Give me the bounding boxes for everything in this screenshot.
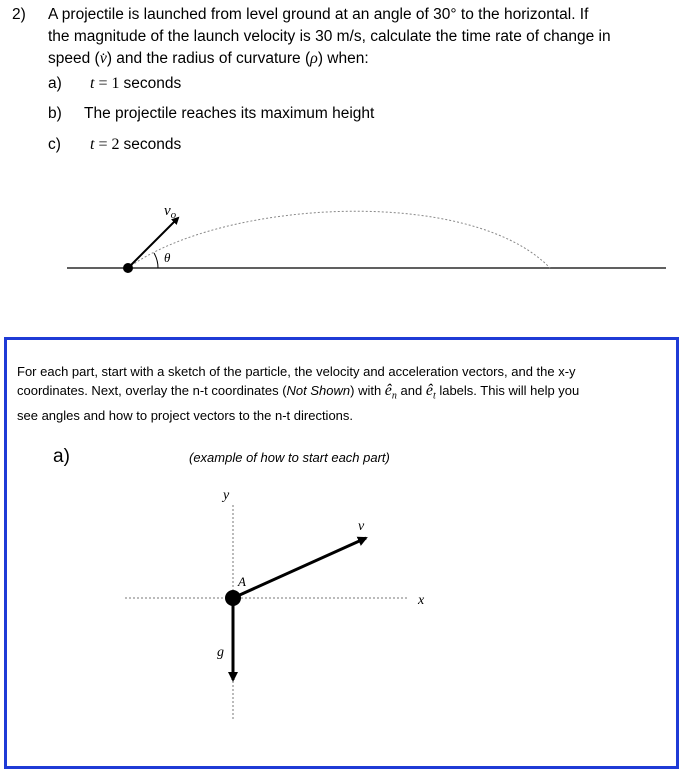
example-sketch (7, 340, 676, 766)
rho-symbol: ρ (310, 50, 318, 67)
hint-box (4, 337, 679, 769)
launch-velocity-vector (128, 218, 178, 268)
part-b-label: b) (48, 105, 62, 122)
velocity-vector (233, 538, 366, 598)
v0-label: $v_o$ (164, 203, 177, 221)
part-b-text: The projectile reaches its maximum height (84, 105, 375, 122)
problem-line-1: A projectile is launched from level ground at an angle of 30° to the horizontal. If (48, 6, 589, 23)
hint-line-1: For each part, start with a sketch of the particle, the velocity and acceleration vectors, and the x-y (17, 364, 576, 379)
gravity-label: g (217, 645, 224, 660)
part-a-label: a) (48, 75, 62, 92)
problem-line-3: speed (v̇) and the radius of curvature (ρ) when: (48, 50, 369, 67)
part-c: c) t = 2 seconds (48, 136, 182, 153)
problem-line-2: the magnitude of the launch velocity is 30 m/s, calculate the time rate of change in (48, 28, 611, 45)
theta-label: θ (164, 250, 171, 265)
velocity-label: v (358, 519, 365, 534)
trajectory-path (128, 211, 550, 268)
part-a: a) t = 1 seconds (48, 75, 182, 92)
angle-arc (154, 253, 158, 268)
hint-line-2: coordinates. Next, overlay the n-t coordinates (Not Shown) with $ê_n$ and $ê_t$ labels. This will help you (17, 382, 580, 402)
hint-caption: (example of how to start each part) (189, 450, 390, 465)
x-axis-label: x (418, 593, 425, 608)
problem-number: 2) (12, 6, 26, 23)
launch-point (123, 263, 133, 273)
trajectory-diagram (0, 0, 687, 290)
part-c-label: c) (48, 136, 61, 153)
not-shown-text: Not Shown (286, 383, 351, 398)
y-axis-label: y (223, 488, 230, 503)
hint-line-3: see angles and how to project vectors to the n-t directions. (17, 407, 354, 423)
particle-a-label: A (238, 574, 246, 589)
particle-a (225, 590, 241, 606)
vdot-symbol: v̇ (99, 50, 107, 67)
hint-part-label: a) (53, 446, 70, 467)
